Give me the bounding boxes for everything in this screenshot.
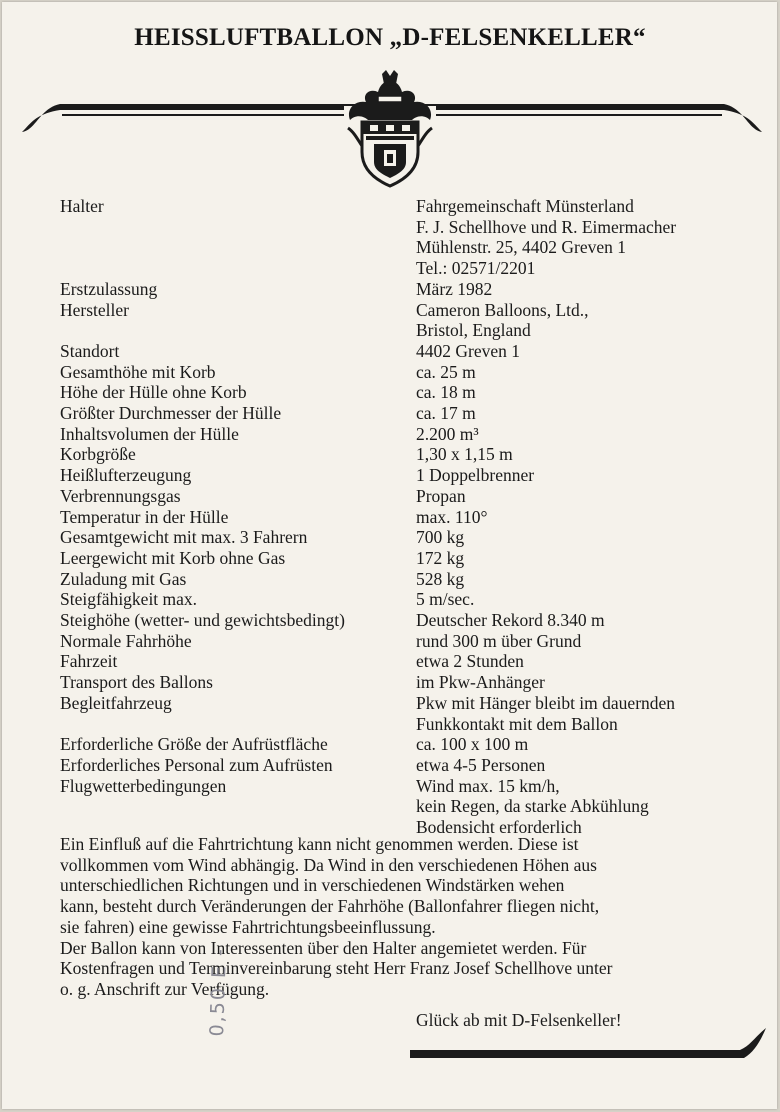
spec-value <box>416 693 675 734</box>
spec-label: Korbgröße <box>60 444 136 465</box>
spec-label: Flugwetterbedingungen <box>60 775 227 796</box>
spec-value-line: Funkkontakt mit dem Ballon <box>416 713 618 734</box>
handwritten-price-note: 0,50 E - <box>206 946 232 1037</box>
spec-value <box>416 362 476 383</box>
page-title: HEISSLUFTBALLON „D-FELSENKELLER“ <box>134 24 646 51</box>
spec-label: Steigfähigkeit max. <box>60 589 198 610</box>
spec-value <box>416 548 464 569</box>
spec-label: Temperatur in der Hülle <box>60 506 229 527</box>
spec-label: Fahrzeit <box>60 651 118 672</box>
spec-value-line: Fahrgemeinschaft Münsterland <box>416 196 634 216</box>
spec-value-line: Propan <box>416 485 466 506</box>
spec-value-line: ca. 100 x 100 m <box>416 734 529 755</box>
spec-label: Zuladung mit Gas <box>60 568 187 589</box>
paragraph-line: Kostenfragen und Terminvereinbarung steht Herr Franz Josef Schellhove unter <box>60 958 613 979</box>
spec-value-line: 1 Doppelbrenner <box>416 465 535 486</box>
spec-label: Normale Fahrhöhe <box>60 630 192 651</box>
spec-label: Erforderliche Größe der Aufrüstfläche <box>60 734 328 755</box>
closing-greeting: Glück ab mit D-Felsenkeller! <box>416 1010 622 1030</box>
spec-value-line: 700 kg <box>416 527 465 548</box>
spec-value-line: Deutscher Rekord 8.340 m <box>416 610 605 630</box>
spec-value-line: max. 110° <box>416 506 488 527</box>
spec-value-line: 2.200 m³ <box>416 423 479 444</box>
spec-value-line: rund 300 m über Grund <box>416 630 582 651</box>
spec-value <box>416 382 476 403</box>
spec-value <box>416 196 676 279</box>
spec-value <box>416 631 581 652</box>
spec-label: Gesamtgewicht mit max. 3 Fahrern <box>60 527 308 548</box>
spec-label: Steighöhe (wetter- und gewichtsbedingt) <box>60 610 345 630</box>
spec-label: Transport des Ballons <box>60 672 213 693</box>
spec-value-line: ca. 17 m <box>416 403 476 423</box>
spec-value-line: 4402 Greven 1 <box>416 340 521 361</box>
paragraph-line: unterschiedlichen Richtungen und in verschiedenen Windstärken wehen <box>60 875 565 896</box>
spec-value-line: Cameron Balloons, Ltd., <box>416 299 589 320</box>
spec-value-line: 1,30 x 1,15 m <box>416 444 513 465</box>
spec-value <box>416 444 513 465</box>
spec-label: Standort <box>60 340 120 361</box>
spec-value-line: 528 kg <box>416 568 465 589</box>
bottom-ornamental-rule <box>410 1024 766 1064</box>
spec-value <box>416 465 534 486</box>
spec-value <box>416 424 479 445</box>
spec-label: Halter <box>60 196 104 216</box>
spec-value <box>416 279 492 300</box>
spec-value-line: im Pkw-Anhänger <box>416 672 545 693</box>
spec-value-line: Pkw mit Hänger bleibt im dauernden <box>416 692 676 713</box>
spec-value <box>416 569 464 590</box>
spec-label: Leergewicht mit Korb ohne Gas <box>60 547 286 568</box>
spec-value <box>416 755 545 776</box>
spec-value <box>416 672 545 693</box>
spec-value <box>416 341 520 362</box>
paragraph-line: kann, besteht durch Veränderungen der Fahrhöhe (Ballonfahrer fliegen nicht, <box>60 896 600 917</box>
spec-label: Begleitfahrzeug <box>60 692 172 713</box>
spec-value-line: Tel.: 02571/2201 <box>416 258 536 279</box>
spec-value-line: Bodensicht erforderlich <box>416 817 582 837</box>
paragraph-line: sie fahren) eine gewisse Fahrtrichtungsbeeinflussung. <box>60 916 436 937</box>
spec-value-line: Bristol, England <box>416 320 531 341</box>
paragraph-line: Ein Einfluß auf die Fahrtrichtung kann nicht genommen werden. Diese ist <box>60 834 579 854</box>
spec-value <box>416 507 487 528</box>
spec-value <box>416 403 476 424</box>
coat-of-arms-icon <box>340 70 440 188</box>
spec-value <box>416 776 649 838</box>
spec-label: Inhaltsvolumen der Hülle <box>60 423 239 444</box>
spec-label: Erstzulassung <box>60 278 158 299</box>
spec-label: Heißlufterzeugung <box>60 465 192 486</box>
spec-value <box>416 486 466 507</box>
spec-value <box>416 651 524 672</box>
spec-value-line: 5 m/sec. <box>416 589 475 610</box>
spec-value <box>416 527 464 548</box>
spec-value-line: Wind max. 15 km/h, <box>416 775 560 796</box>
spec-value <box>416 734 528 755</box>
spec-value-line: ca. 25 m <box>416 361 476 382</box>
spec-value-line: etwa 2 Stunden <box>416 651 524 672</box>
spec-label: Größter Durchmesser der Hülle <box>60 403 282 423</box>
spec-value-line: ca. 18 m <box>416 382 476 403</box>
paragraph-line: Der Ballon kann von Interessenten über den Halter angemietet werden. Für <box>60 937 587 958</box>
spec-value <box>416 610 605 631</box>
spec-value-line: März 1982 <box>416 278 493 299</box>
spec-label: Verbrennungsgas <box>60 485 181 506</box>
spec-label: Hersteller <box>60 299 129 320</box>
spec-value-line: 172 kg <box>416 547 465 568</box>
spec-label: Höhe der Hülle ohne Korb <box>60 382 247 403</box>
spec-value-line: kein Regen, da starke Abkühlung <box>416 796 649 817</box>
spec-label: Gesamthöhe mit Korb <box>60 361 216 382</box>
spec-value-line: Mühlenstr. 25, 4402 Greven 1 <box>416 237 626 258</box>
spec-value-line: F. J. Schellhove und R. Eimermacher <box>416 216 677 237</box>
spec-label: Erforderliches Personal zum Aufrüsten <box>60 754 333 775</box>
spec-value <box>416 300 589 341</box>
paragraph-line: o. g. Anschrift zur Verfügung. <box>60 978 270 999</box>
spec-value-line: etwa 4-5 Personen <box>416 754 546 775</box>
paragraph-line: vollkommen vom Wind abhängig. Da Wind in den verschiedenen Höhen aus <box>60 854 597 875</box>
info-paragraph <box>60 834 760 1000</box>
spec-value <box>416 589 474 610</box>
